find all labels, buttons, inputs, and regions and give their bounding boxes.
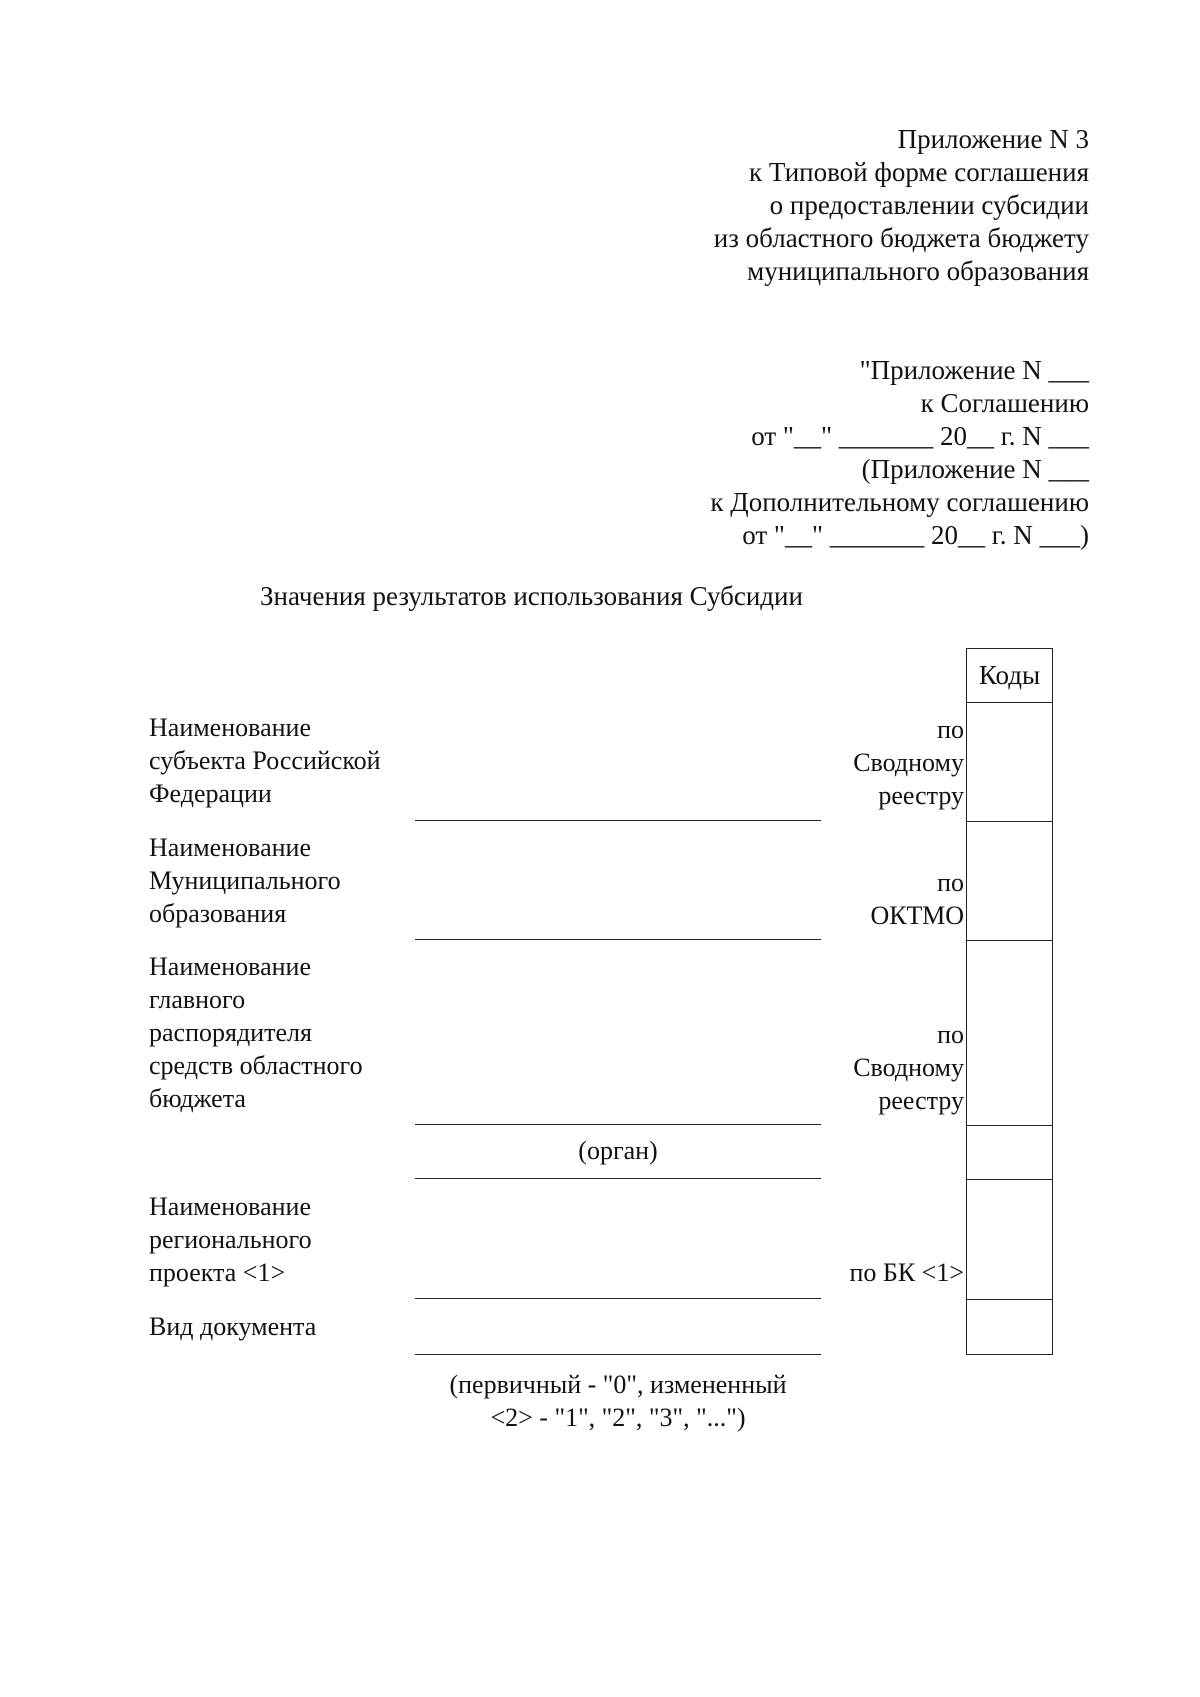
header-line-5: муниципального образования bbox=[747, 256, 1089, 286]
code-cell-organ bbox=[966, 1125, 1053, 1180]
underline-distributor bbox=[415, 1124, 821, 1125]
appendix-line-4: (Приложение N ___ bbox=[861, 454, 1089, 484]
label-project: Наименование регионального проекта <1> bbox=[149, 1192, 312, 1287]
code-cell-doc-type bbox=[966, 1299, 1053, 1355]
appendix-line-3: от "__" _______ 20__ г. N ___ bbox=[751, 421, 1089, 451]
caption-organ: (орган) bbox=[578, 1136, 658, 1165]
appendix-line-5: к Дополнительному соглашению bbox=[710, 487, 1089, 517]
header-line-1: Приложение N 3 bbox=[897, 124, 1089, 154]
underline-project bbox=[415, 1298, 821, 1299]
underline-subject bbox=[415, 820, 821, 821]
code-label-oktmo: по ОКТМО bbox=[870, 868, 964, 930]
code-cell-oktmo bbox=[966, 821, 1053, 941]
code-label-subject: по Сводному реестру bbox=[853, 715, 964, 810]
appendix-line-6: от "__" _______ 20__ г. N ___) bbox=[742, 520, 1089, 550]
code-label-distributor: по Сводному реестру bbox=[853, 1020, 964, 1115]
label-municipality: Наименование Муниципального образования bbox=[149, 833, 341, 928]
code-cell-bk bbox=[966, 1179, 1053, 1300]
code-label-bk: по БК <1> bbox=[849, 1258, 964, 1287]
header-line-3: о предоставлении субсидии bbox=[769, 190, 1089, 220]
header-line-2: к Типовой форме соглашения bbox=[749, 157, 1089, 187]
underline-municipality bbox=[415, 939, 821, 940]
code-cell-subject bbox=[966, 702, 1053, 822]
agreement-appendix-block bbox=[710, 354, 1089, 552]
code-cell-distributor bbox=[966, 940, 1053, 1126]
underline-organ bbox=[415, 1178, 821, 1179]
appendix-line-2: к Соглашению bbox=[920, 388, 1089, 418]
label-doc-type: Вид документа bbox=[149, 1312, 317, 1341]
caption-doc-type: (первичный - "0", измененный <2> - "1", "2", "3", "...") bbox=[449, 1370, 787, 1432]
header-line-4: из областного бюджета бюджету bbox=[713, 223, 1089, 253]
document-title: Значения результатов использования Субсидии bbox=[260, 581, 803, 611]
attachment-header bbox=[714, 123, 1089, 288]
codes-header-label: Коды bbox=[978, 660, 1041, 690]
appendix-line-1: "Приложение N ___ bbox=[859, 355, 1089, 385]
label-distributor: Наименование главного распорядителя средств областного бюджета bbox=[149, 952, 363, 1113]
underline-doc-type bbox=[415, 1354, 821, 1355]
label-subject: Наименование субъекта Российской Федерации bbox=[149, 713, 381, 808]
